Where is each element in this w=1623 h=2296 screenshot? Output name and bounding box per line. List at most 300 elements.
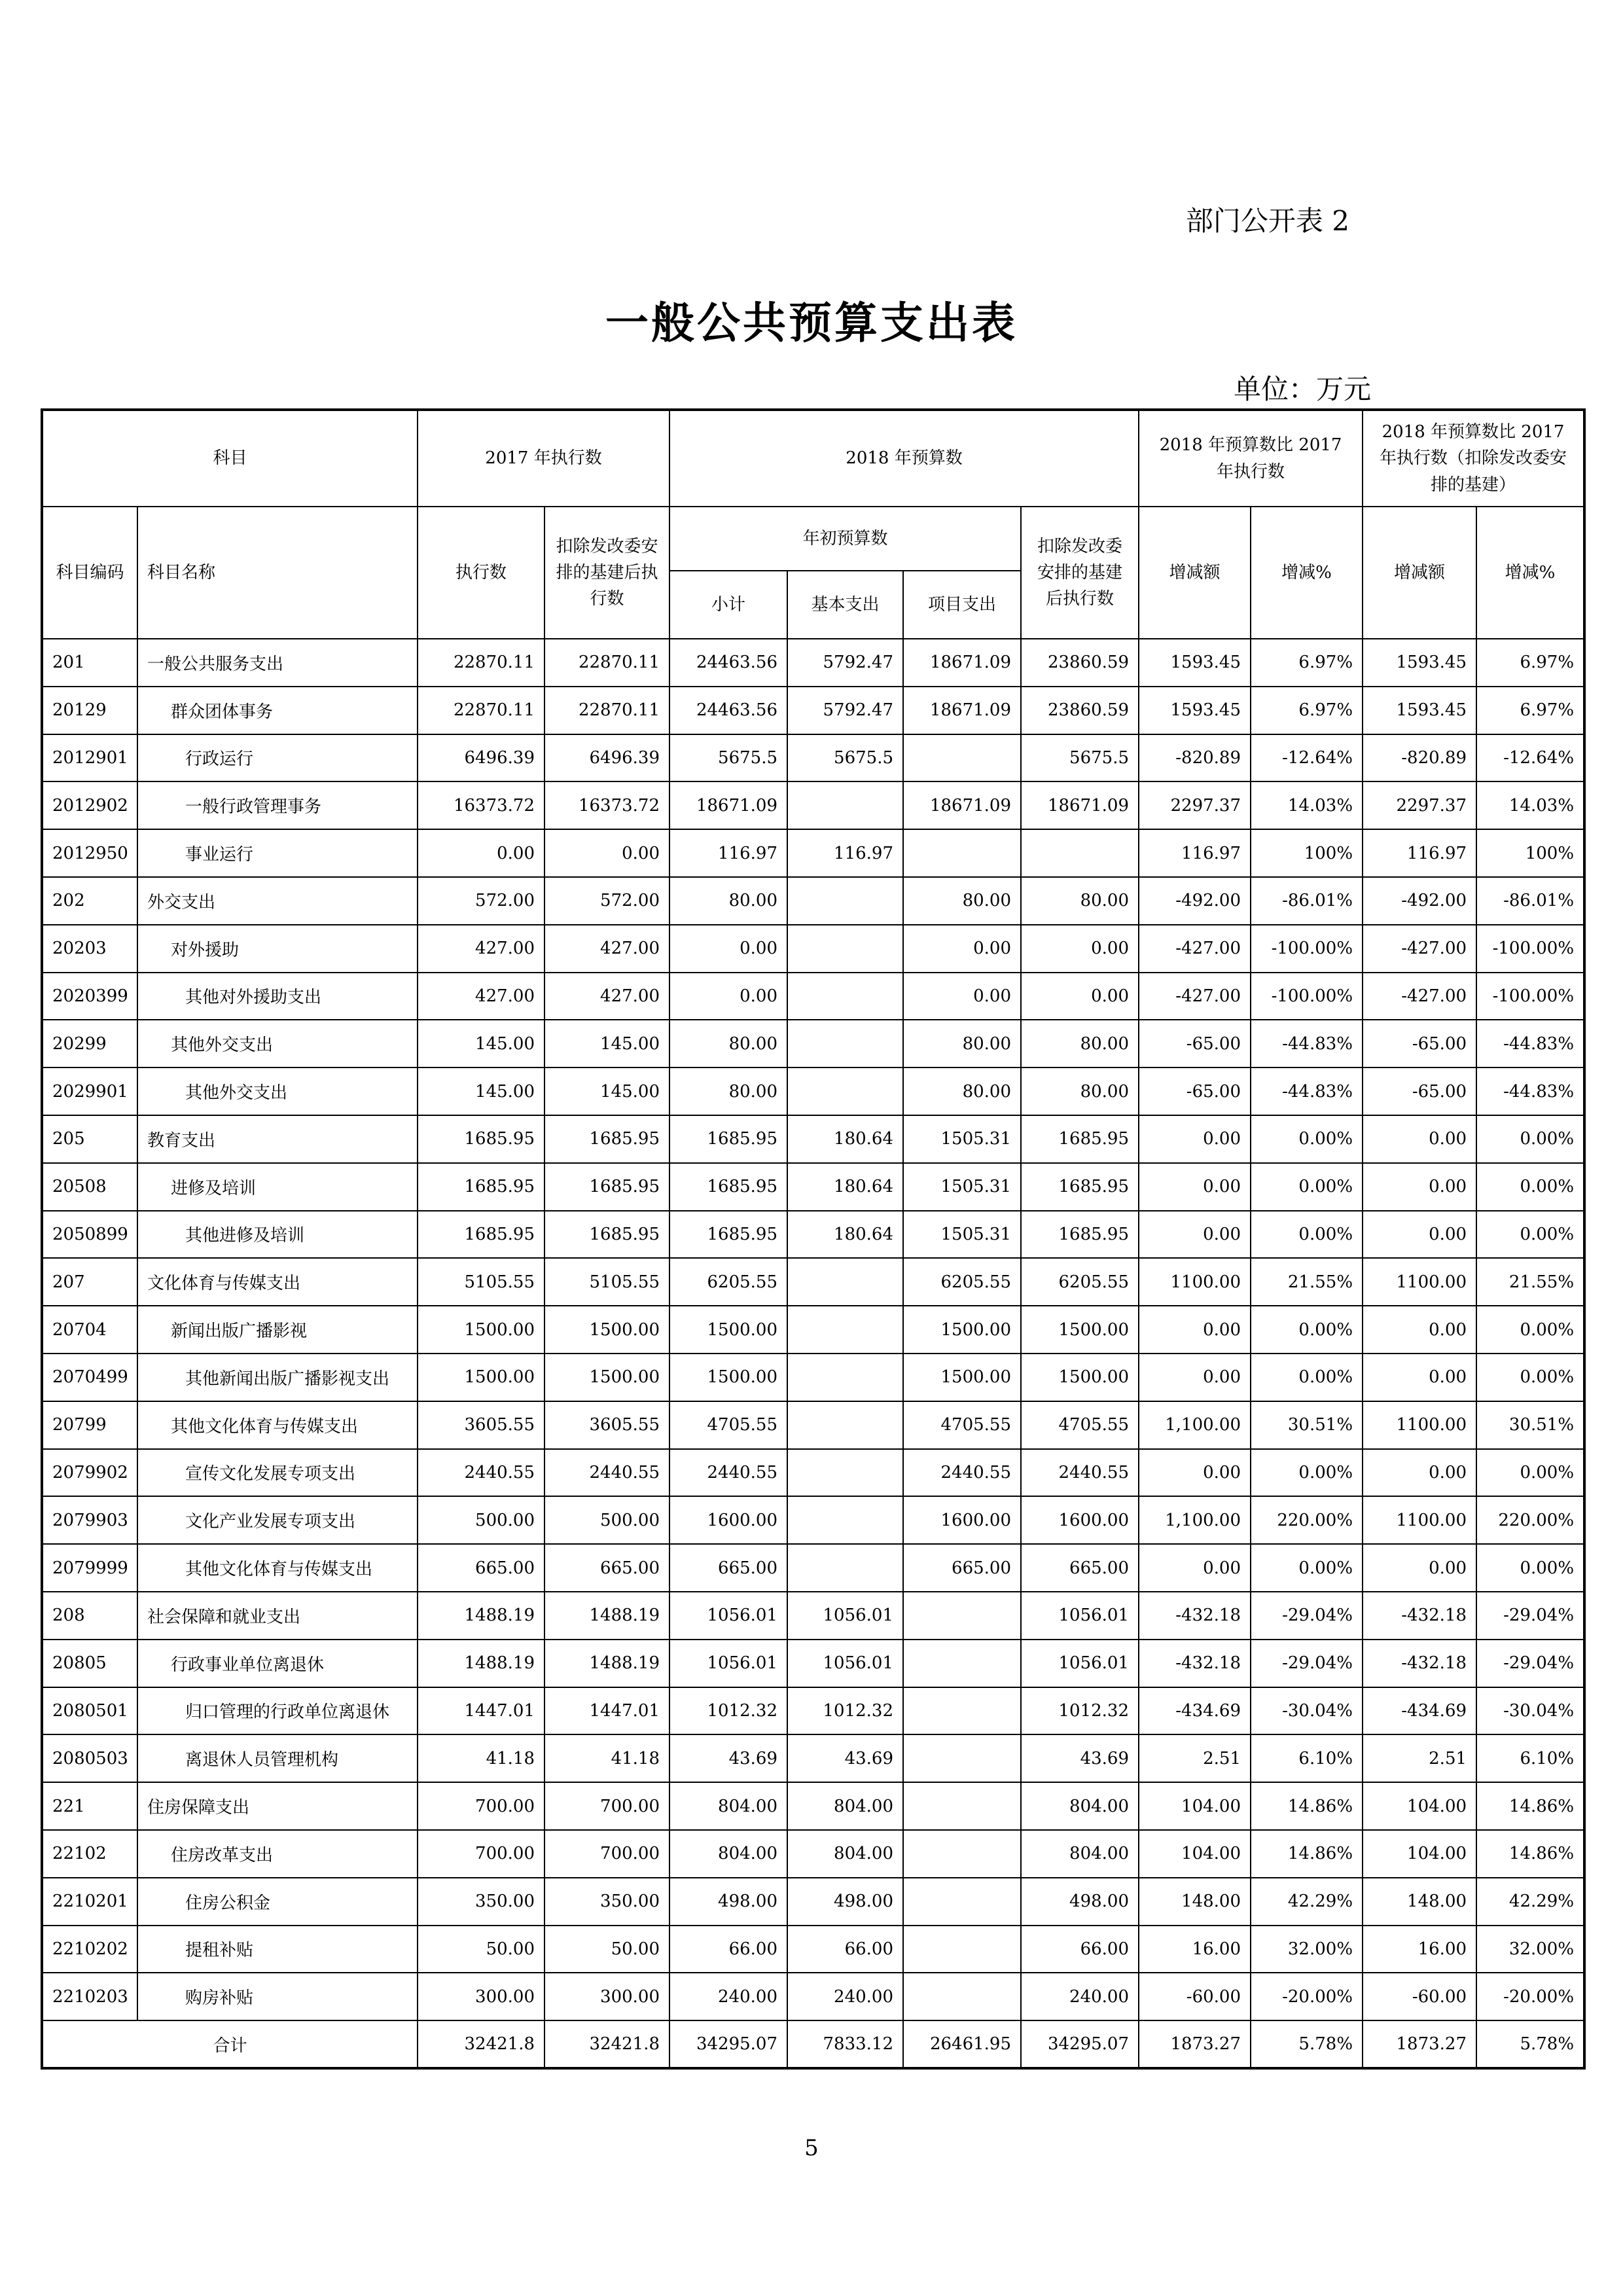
- table-row: [42, 1734, 1584, 1782]
- row-value: [903, 1687, 1021, 1735]
- row-value: -12.64%: [1476, 734, 1584, 782]
- row-value: 0.00: [1139, 1211, 1251, 1259]
- row-value: 1500.00: [544, 1354, 669, 1401]
- row-value: 80.00: [1021, 1020, 1139, 1067]
- row-value: -20.00%: [1476, 1973, 1584, 2020]
- row-code: 221: [42, 1782, 137, 1830]
- row-value: 18671.09: [903, 639, 1021, 687]
- row-value: 6496.39: [544, 734, 669, 782]
- table-row: [42, 925, 1584, 973]
- row-value: 665.00: [903, 1544, 1021, 1592]
- row-value: 1500.00: [903, 1354, 1021, 1401]
- row-name: 离退休人员管理机构: [137, 1734, 418, 1782]
- row-value: 1488.19: [418, 1640, 544, 1687]
- row-value: 300.00: [544, 1973, 669, 2020]
- header-basic: 基本支出: [787, 571, 903, 639]
- row-value: 1593.45: [1139, 639, 1251, 687]
- row-name: 住房保障支出: [137, 1782, 418, 1830]
- row-value: 0.00: [1021, 973, 1139, 1020]
- row-value: 1488.19: [544, 1592, 669, 1640]
- row-code: 201: [42, 639, 137, 687]
- row-value: 0.00%: [1251, 1544, 1363, 1592]
- row-value: 240.00: [669, 1973, 787, 2020]
- row-value: 0.00: [1139, 1354, 1251, 1401]
- row-value: 5675.5: [787, 734, 903, 782]
- row-name: 其他外交支出: [137, 1067, 418, 1115]
- table-row: [42, 1592, 1584, 1640]
- row-value: 42.29%: [1476, 1878, 1584, 1926]
- row-value: -29.04%: [1476, 1592, 1584, 1640]
- table-row: [42, 829, 1584, 877]
- row-value: -100.00%: [1251, 925, 1363, 973]
- total-value: 32421.8: [418, 2020, 544, 2068]
- row-value: 1012.32: [787, 1687, 903, 1735]
- row-value: 0.00: [903, 925, 1021, 973]
- row-value: 5792.47: [787, 639, 903, 687]
- row-value: -30.04%: [1251, 1687, 1363, 1735]
- row-value: 0.00: [1363, 1354, 1476, 1401]
- row-value: 240.00: [1021, 1973, 1139, 2020]
- total-label: 合计: [42, 2020, 418, 2068]
- row-value: 1685.95: [418, 1211, 544, 1259]
- row-code: 22102: [42, 1830, 137, 1878]
- row-value: 0.00: [1139, 1449, 1251, 1497]
- row-value: 1500.00: [669, 1306, 787, 1354]
- row-value: 220.00%: [1476, 1496, 1584, 1544]
- row-value: 14.86%: [1476, 1830, 1584, 1878]
- row-value: 1500.00: [418, 1354, 544, 1401]
- row-code: 2012901: [42, 734, 137, 782]
- row-code: 2080503: [42, 1734, 137, 1782]
- row-value: 0.00: [1021, 925, 1139, 973]
- row-value: 0.00%: [1251, 1163, 1363, 1211]
- row-value: -492.00: [1139, 877, 1251, 925]
- row-value: 116.97: [787, 829, 903, 877]
- table-row: [42, 1640, 1584, 1687]
- row-value: 0.00: [1363, 1211, 1476, 1259]
- row-value: 6205.55: [903, 1258, 1021, 1306]
- header-code: 科目编码: [42, 507, 137, 639]
- row-value: 1685.95: [544, 1115, 669, 1163]
- row-value: [787, 1401, 903, 1449]
- row-value: [1021, 829, 1139, 877]
- row-value: 1685.95: [1021, 1115, 1139, 1163]
- header-delta-2: 增减额: [1363, 507, 1476, 639]
- row-value: 1100.00: [1363, 1496, 1476, 1544]
- row-value: 2.51: [1363, 1734, 1476, 1782]
- row-value: -65.00: [1139, 1067, 1251, 1115]
- row-name: 其他新闻出版广播影视支出: [137, 1354, 418, 1401]
- row-value: 0.00: [1363, 1115, 1476, 1163]
- row-value: 1056.01: [669, 1592, 787, 1640]
- row-value: 665.00: [1021, 1544, 1139, 1592]
- row-value: 1500.00: [669, 1354, 787, 1401]
- row-value: 22870.11: [418, 687, 544, 734]
- row-value: 22870.11: [418, 639, 544, 687]
- row-value: 1056.01: [787, 1592, 903, 1640]
- table-row: [42, 1830, 1584, 1878]
- row-value: 1,100.00: [1139, 1496, 1251, 1544]
- row-value: -29.04%: [1251, 1592, 1363, 1640]
- total-value: 5.78%: [1476, 2020, 1584, 2068]
- table-row: [42, 1020, 1584, 1067]
- row-name: 提租补贴: [137, 1926, 418, 1973]
- row-value: 41.18: [418, 1734, 544, 1782]
- header-exec-excl: 扣除发改委安排的基建后执行数: [544, 507, 669, 639]
- row-value: 1685.95: [1021, 1163, 1139, 1211]
- row-value: 1685.95: [669, 1115, 787, 1163]
- total-value: 1873.27: [1139, 2020, 1251, 2068]
- row-value: 1500.00: [1021, 1306, 1139, 1354]
- row-value: 1600.00: [1021, 1496, 1139, 1544]
- row-value: 804.00: [669, 1830, 787, 1878]
- table-row: [42, 1973, 1584, 2020]
- row-value: 1593.45: [1363, 687, 1476, 734]
- row-value: [787, 877, 903, 925]
- row-value: 104.00: [1139, 1782, 1251, 1830]
- row-code: 20805: [42, 1640, 137, 1687]
- row-value: 16.00: [1139, 1926, 1251, 1973]
- row-name: 对外援助: [137, 925, 418, 973]
- row-code: 2070499: [42, 1354, 137, 1401]
- table-body: [42, 639, 1584, 2020]
- row-value: [787, 925, 903, 973]
- row-value: -100.00%: [1251, 973, 1363, 1020]
- row-value: 0.00: [903, 973, 1021, 1020]
- row-value: 0.00: [1363, 1306, 1476, 1354]
- row-name: 其他外交支出: [137, 1020, 418, 1067]
- row-value: 3605.55: [544, 1401, 669, 1449]
- table-row: [42, 1354, 1584, 1401]
- row-name: 事业运行: [137, 829, 418, 877]
- row-code: 2210202: [42, 1926, 137, 1973]
- row-value: [787, 1496, 903, 1544]
- row-value: 18671.09: [903, 687, 1021, 734]
- row-value: -100.00%: [1476, 973, 1584, 1020]
- row-name: 住房公积金: [137, 1878, 418, 1926]
- row-value: 32.00%: [1476, 1926, 1584, 1973]
- row-code: 202: [42, 877, 137, 925]
- row-code: 20508: [42, 1163, 137, 1211]
- row-value: 6.97%: [1251, 639, 1363, 687]
- row-code: 2012902: [42, 781, 137, 829]
- row-value: 5105.55: [418, 1258, 544, 1306]
- row-value: 116.97: [1363, 829, 1476, 877]
- row-value: [787, 1544, 903, 1592]
- row-value: 0.00: [669, 925, 787, 973]
- row-value: 498.00: [669, 1878, 787, 1926]
- row-name: 购房补贴: [137, 1973, 418, 2020]
- row-value: -432.18: [1139, 1640, 1251, 1687]
- row-value: 145.00: [418, 1020, 544, 1067]
- header-pct: 增减%: [1251, 507, 1363, 639]
- row-name: 群众团体事务: [137, 687, 418, 734]
- row-value: 0.00%: [1251, 1354, 1363, 1401]
- row-value: 700.00: [544, 1782, 669, 1830]
- row-value: 500.00: [418, 1496, 544, 1544]
- table-row: [42, 1067, 1584, 1115]
- row-value: [903, 1640, 1021, 1687]
- unit-label: 单位：万元: [1234, 373, 1372, 405]
- header-compare-exec: 2018 年预算数比 2017 年执行数: [1139, 410, 1363, 507]
- row-value: 1685.95: [544, 1211, 669, 1259]
- header-exec: 执行数: [418, 507, 544, 639]
- row-value: -427.00: [1363, 973, 1476, 1020]
- table-row: [42, 877, 1584, 925]
- row-value: 66.00: [1021, 1926, 1139, 1973]
- row-value: 0.00%: [1476, 1306, 1584, 1354]
- row-code: 20299: [42, 1020, 137, 1067]
- row-value: -29.04%: [1251, 1640, 1363, 1687]
- row-value: 1685.95: [669, 1211, 787, 1259]
- total-row: [42, 2020, 1584, 2068]
- row-code: 20799: [42, 1401, 137, 1449]
- row-value: 80.00: [903, 1067, 1021, 1115]
- row-name: 一般行政管理事务: [137, 781, 418, 829]
- row-value: -432.18: [1139, 1592, 1251, 1640]
- row-value: 350.00: [544, 1878, 669, 1926]
- row-code: 2029901: [42, 1067, 137, 1115]
- header-excl-budget: 扣除发改委安排的基建后执行数: [1021, 507, 1139, 639]
- row-value: 2.51: [1139, 1734, 1251, 1782]
- row-value: 5792.47: [787, 687, 903, 734]
- row-name: 归口管理的行政单位离退休: [137, 1687, 418, 1735]
- row-value: 1447.01: [544, 1687, 669, 1735]
- row-value: 43.69: [787, 1734, 903, 1782]
- row-value: 5675.5: [1021, 734, 1139, 782]
- row-value: 23860.59: [1021, 687, 1139, 734]
- header-initial-budget: 年初预算数: [669, 507, 1021, 571]
- row-value: 804.00: [1021, 1830, 1139, 1878]
- row-value: 665.00: [669, 1544, 787, 1592]
- row-value: [787, 1067, 903, 1115]
- row-value: 300.00: [418, 1973, 544, 2020]
- row-value: 24463.56: [669, 687, 787, 734]
- row-code: 20203: [42, 925, 137, 973]
- table-row: [42, 1496, 1584, 1544]
- row-value: 427.00: [544, 973, 669, 1020]
- row-value: -434.69: [1363, 1687, 1476, 1735]
- row-value: 2440.55: [669, 1449, 787, 1497]
- row-value: [903, 1592, 1021, 1640]
- row-value: -20.00%: [1251, 1973, 1363, 2020]
- row-value: 145.00: [544, 1020, 669, 1067]
- row-value: 180.64: [787, 1115, 903, 1163]
- row-value: 1685.95: [418, 1115, 544, 1163]
- row-value: 18671.09: [669, 781, 787, 829]
- row-value: 100%: [1476, 829, 1584, 877]
- row-value: 80.00: [903, 877, 1021, 925]
- row-value: 0.00: [1139, 1163, 1251, 1211]
- row-value: 1,100.00: [1139, 1401, 1251, 1449]
- row-value: -44.83%: [1476, 1067, 1584, 1115]
- row-value: 24463.56: [669, 639, 787, 687]
- row-value: 145.00: [418, 1067, 544, 1115]
- row-value: 0.00: [1363, 1544, 1476, 1592]
- row-value: 0.00%: [1476, 1115, 1584, 1163]
- table-row: [42, 639, 1584, 687]
- header-subtotal: 小计: [669, 571, 787, 639]
- row-value: 6496.39: [418, 734, 544, 782]
- row-value: 1012.32: [669, 1687, 787, 1735]
- row-value: [903, 1734, 1021, 1782]
- row-value: 2297.37: [1363, 781, 1476, 829]
- row-value: [787, 781, 903, 829]
- header-pct-2: 增减%: [1476, 507, 1584, 639]
- row-value: 0.00: [669, 973, 787, 1020]
- row-name: 新闻出版广播影视: [137, 1306, 418, 1354]
- row-value: 500.00: [544, 1496, 669, 1544]
- table-row: [42, 1306, 1584, 1354]
- row-value: 0.00%: [1476, 1211, 1584, 1259]
- row-value: -12.64%: [1251, 734, 1363, 782]
- row-value: 0.00: [1139, 1544, 1251, 1592]
- row-value: 6.97%: [1476, 687, 1584, 734]
- row-value: 1600.00: [903, 1496, 1021, 1544]
- row-value: 804.00: [1021, 1782, 1139, 1830]
- row-name: 行政运行: [137, 734, 418, 782]
- row-value: 0.00%: [1476, 1449, 1584, 1497]
- row-value: 5675.5: [669, 734, 787, 782]
- row-value: 2440.55: [418, 1449, 544, 1497]
- row-value: 0.00: [1139, 1306, 1251, 1354]
- row-value: 14.86%: [1476, 1782, 1584, 1830]
- row-value: 6.97%: [1476, 639, 1584, 687]
- row-value: 30.51%: [1251, 1401, 1363, 1449]
- row-value: 18671.09: [1021, 781, 1139, 829]
- row-value: 350.00: [418, 1878, 544, 1926]
- row-value: 1500.00: [903, 1306, 1021, 1354]
- row-value: [787, 1020, 903, 1067]
- row-value: 50.00: [544, 1926, 669, 1973]
- row-value: 0.00%: [1251, 1306, 1363, 1354]
- table-row: [42, 1687, 1584, 1735]
- row-value: 50.00: [418, 1926, 544, 1973]
- row-value: [787, 1449, 903, 1497]
- row-value: -432.18: [1363, 1592, 1476, 1640]
- row-value: 498.00: [787, 1878, 903, 1926]
- table-row: [42, 1782, 1584, 1830]
- total-value: 7833.12: [787, 2020, 903, 2068]
- row-value: 66.00: [669, 1926, 787, 1973]
- row-value: 1593.45: [1139, 687, 1251, 734]
- row-value: 1685.95: [544, 1163, 669, 1211]
- row-value: 572.00: [418, 877, 544, 925]
- row-name: 住房改革支出: [137, 1830, 418, 1878]
- header-exec-2017: 2017 年执行数: [418, 410, 669, 507]
- row-value: 0.00: [418, 829, 544, 877]
- row-value: 1447.01: [418, 1687, 544, 1735]
- row-value: 572.00: [544, 877, 669, 925]
- row-value: 1100.00: [1363, 1258, 1476, 1306]
- row-value: 180.64: [787, 1163, 903, 1211]
- row-value: [787, 1354, 903, 1401]
- table-row: [42, 1115, 1584, 1163]
- budget-table: [41, 408, 1586, 2070]
- row-value: 1593.45: [1363, 639, 1476, 687]
- row-code: 2079999: [42, 1544, 137, 1592]
- row-value: 16.00: [1363, 1926, 1476, 1973]
- row-value: -60.00: [1363, 1973, 1476, 2020]
- row-value: 116.97: [669, 829, 787, 877]
- row-value: 5105.55: [544, 1258, 669, 1306]
- row-value: -432.18: [1363, 1640, 1476, 1687]
- row-value: 1500.00: [544, 1306, 669, 1354]
- row-value: 6.10%: [1476, 1734, 1584, 1782]
- row-value: 80.00: [669, 1067, 787, 1115]
- row-value: -427.00: [1139, 973, 1251, 1020]
- row-code: 2080501: [42, 1687, 137, 1735]
- row-code: 2079902: [42, 1449, 137, 1497]
- row-value: -86.01%: [1251, 877, 1363, 925]
- row-value: -44.83%: [1251, 1067, 1363, 1115]
- row-value: 2440.55: [1021, 1449, 1139, 1497]
- row-value: 0.00: [1139, 1115, 1251, 1163]
- row-value: 0.00%: [1251, 1115, 1363, 1163]
- row-value: 80.00: [669, 1020, 787, 1067]
- row-value: 42.29%: [1251, 1878, 1363, 1926]
- row-value: -65.00: [1363, 1067, 1476, 1115]
- row-value: 804.00: [787, 1830, 903, 1878]
- row-value: 804.00: [787, 1782, 903, 1830]
- row-value: 14.86%: [1251, 1830, 1363, 1878]
- row-value: 0.00%: [1476, 1354, 1584, 1401]
- row-value: 32.00%: [1251, 1926, 1363, 1973]
- header-subject: 科目: [42, 410, 418, 507]
- row-value: -86.01%: [1476, 877, 1584, 925]
- row-code: 205: [42, 1115, 137, 1163]
- row-value: 2440.55: [903, 1449, 1021, 1497]
- table-row: [42, 1544, 1584, 1592]
- row-value: [903, 1973, 1021, 2020]
- row-code: 2020399: [42, 973, 137, 1020]
- row-value: 116.97: [1139, 829, 1251, 877]
- row-value: -30.04%: [1476, 1687, 1584, 1735]
- row-value: 66.00: [787, 1926, 903, 1973]
- row-value: -65.00: [1363, 1020, 1476, 1067]
- row-name: 社会保障和就业支出: [137, 1592, 418, 1640]
- row-value: [903, 829, 1021, 877]
- row-value: 21.55%: [1251, 1258, 1363, 1306]
- row-value: 1488.19: [418, 1592, 544, 1640]
- row-name: 行政事业单位离退休: [137, 1640, 418, 1687]
- row-value: 80.00: [1021, 1067, 1139, 1115]
- total-value: 34295.07: [1021, 2020, 1139, 2068]
- table-row: [42, 1163, 1584, 1211]
- total-value: 1873.27: [1363, 2020, 1476, 2068]
- row-value: [903, 734, 1021, 782]
- row-value: 427.00: [418, 973, 544, 1020]
- page-title: 一般公共预算支出表: [605, 297, 1018, 348]
- row-value: -492.00: [1363, 877, 1476, 925]
- row-name: 文化产业发展专项支出: [137, 1496, 418, 1544]
- row-value: 1505.31: [903, 1211, 1021, 1259]
- row-value: 18671.09: [903, 781, 1021, 829]
- row-value: [903, 1830, 1021, 1878]
- table-row: [42, 687, 1584, 734]
- row-value: 427.00: [544, 925, 669, 973]
- row-value: 6.97%: [1251, 687, 1363, 734]
- row-value: 1500.00: [418, 1306, 544, 1354]
- row-name: 文化体育与传媒支出: [137, 1258, 418, 1306]
- table-row: [42, 1401, 1584, 1449]
- row-value: 21.55%: [1476, 1258, 1584, 1306]
- row-value: 6205.55: [1021, 1258, 1139, 1306]
- row-name: 进修及培训: [137, 1163, 418, 1211]
- row-value: 498.00: [1021, 1878, 1139, 1926]
- row-value: 100%: [1251, 829, 1363, 877]
- row-value: -427.00: [1363, 925, 1476, 973]
